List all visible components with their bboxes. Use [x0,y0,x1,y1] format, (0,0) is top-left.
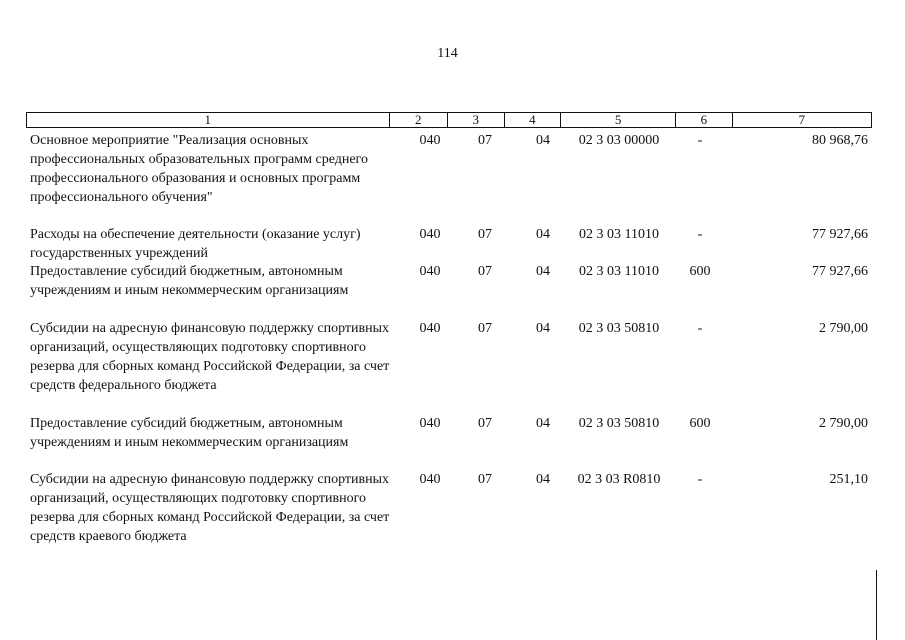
row-col3: 07 [478,321,492,336]
row-col6: 600 [689,416,711,431]
row-name: Предоставление субсидий бюджетным, автономным учреждениям и иным некоммерческим организациям [30,264,349,298]
header-col-1: 1 [27,113,390,127]
header-col-3: 3 [448,113,505,127]
row-col7: 2 790,00 [819,321,868,336]
row-col4: 04 [536,472,550,487]
header-col-4: 4 [505,113,562,127]
row-col7: 251,10 [829,472,868,487]
row-name: Основное мероприятие "Реализация основных профессиональных образовательных программ среднего профессионального образования и основных программ профессионального обучения" [30,133,368,205]
row-col5: 02 3 03 11010 [579,227,659,242]
row-col2: 040 [419,264,441,279]
row-col4: 04 [536,133,550,148]
row-col6: - [697,321,703,336]
row-col3: 07 [478,472,492,487]
row-col2: 040 [419,227,441,242]
row-col5: 02 3 03 00000 [578,133,660,148]
row-col4: 04 [536,264,550,279]
row-col5: 02 3 03 R0810 [577,472,661,487]
row-col4: 04 [536,321,550,336]
row-col2: 040 [419,472,441,487]
page-number: 114 [437,46,458,61]
row-col3: 07 [478,227,492,242]
row-col5: 02 3 03 50810 [578,416,660,431]
row-col7: 80 968,76 [812,133,868,148]
row-col5: 02 3 03 11010 [579,264,659,279]
row-col6: - [697,472,703,487]
row-col3: 07 [478,264,492,279]
page-edge-rule [876,570,877,640]
row-col6: - [697,133,703,148]
row-col3: 07 [478,133,492,148]
row-name: Расходы на обеспечение деятельности (оказание услуг) государственных учреждений [30,227,361,261]
header-col-6: 6 [676,113,733,127]
row-col5: 02 3 03 50810 [578,321,660,336]
row-col2: 040 [419,416,441,431]
row-col4: 04 [536,227,550,242]
row-col6: - [697,227,703,242]
header-col-7: 7 [798,112,806,127]
row-col7: 2 790,00 [819,416,868,431]
row-name: Предоставление субсидий бюджетным, автономным учреждениям и иным некоммерческим организациям [30,416,349,450]
row-col3: 07 [478,416,492,431]
header-col-2: 2 [390,113,448,127]
row-col6: 600 [689,264,711,279]
row-col2: 040 [419,133,441,148]
header-col-5: 5 [561,113,676,127]
row-col4: 04 [536,416,550,431]
row-col7: 77 927,66 [812,227,868,242]
row-col2: 040 [419,321,441,336]
row-name: Субсидии на адресную финансовую поддержку спортивных организаций, осуществляющих подготовку спортивного резерва для сборных команд Российской Федерации, за счет средств федерального бюджета [30,321,390,393]
row-col7: 77 927,66 [812,264,868,279]
table-header [26,112,872,128]
row-name: Субсидии на адресную финансовую поддержку спортивных организаций, осуществляющих подготовку спортивного резерва для сборных команд Российской Федерации, за счет средств краевого бюджета [30,472,390,544]
